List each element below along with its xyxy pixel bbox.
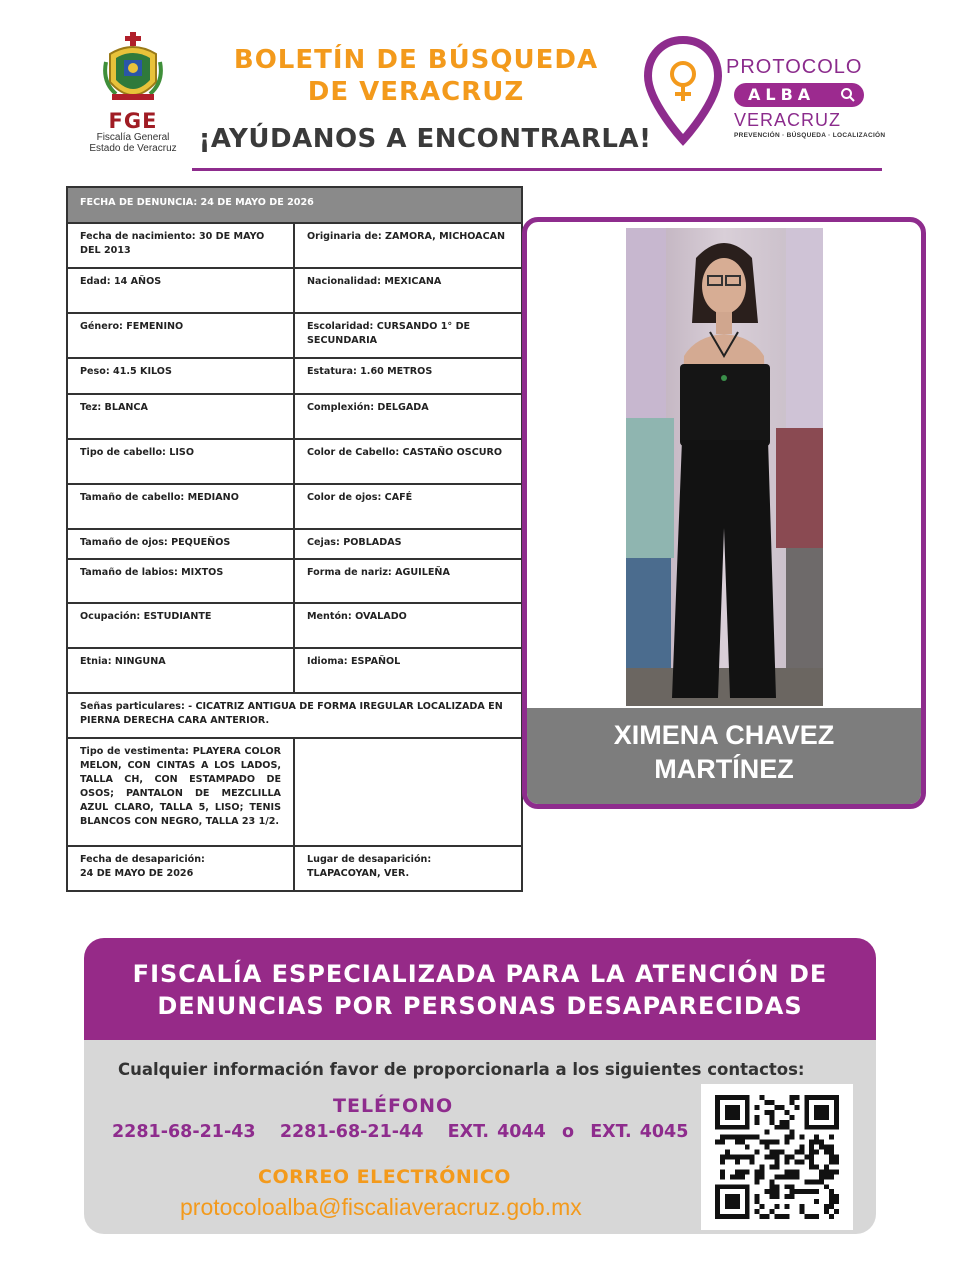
tipo-vestimenta: Tipo de vestimenta: PLAYERA COLOR MELON, CON CINTAS A LOS LADOS, TALLA CH, CON ESTAMPADO DE OSOS; PANTALON DE MEZCLILLA AZUL CLARO, TALLA 5, LISO; TENIS BLANCOS CON NEGRO, TALLA 23 1/2. bbox=[67, 738, 294, 846]
color-cabello: Color de Cabello: CASTAÑO OSCURO bbox=[294, 439, 522, 484]
tamano-cabello: Tamaño de cabello: MEDIANO bbox=[67, 484, 294, 529]
table-row bbox=[67, 484, 522, 529]
nacionalidad: Nacionalidad: MEXICANA bbox=[294, 268, 522, 313]
fecha-denuncia: FECHA DE DENUNCIA: 24 DE MAYO DE 2026 bbox=[67, 187, 522, 223]
etnia: Etnia: NINGUNA bbox=[67, 648, 294, 693]
ocupacion: Ocupación: ESTUDIANTE bbox=[67, 603, 294, 648]
contact-panel bbox=[84, 1040, 876, 1234]
fecha-nacimiento: Fecha de nacimiento: 30 DE MAYO DEL 2013 bbox=[67, 223, 294, 268]
person-name-line2: MARTÍNEZ bbox=[654, 754, 794, 784]
header-divider bbox=[192, 168, 882, 171]
tamano-labios: Tamaño de labios: MIXTOS bbox=[67, 559, 294, 603]
table-row bbox=[67, 603, 522, 648]
phone-numbers: 2281-68-21-43 2281-68-21-44 EXT. 4044 o EXT. 4045 bbox=[112, 1122, 689, 1142]
color-ojos: Color de ojos: CAFÉ bbox=[294, 484, 522, 529]
table-row bbox=[67, 693, 522, 738]
escolaridad: Escolaridad: CURSANDO 1° DE SECUNDARIA bbox=[294, 313, 522, 358]
table-row bbox=[67, 313, 522, 358]
person-data-table bbox=[66, 186, 523, 892]
table-row bbox=[67, 394, 522, 439]
table-row bbox=[67, 268, 522, 313]
peso: Peso: 41.5 KILOS bbox=[67, 358, 294, 394]
email-link[interactable]: protocoloalba@fiscaliaveracruz.gob.mx bbox=[180, 1194, 582, 1220]
table-row bbox=[67, 846, 522, 891]
phone-label: TELÉFONO bbox=[333, 1095, 454, 1117]
person-name-line1: XIMENA CHAVEZ bbox=[613, 720, 835, 750]
alba-badge-text: ALBA bbox=[748, 85, 816, 104]
menton: Mentón: OVALADO bbox=[294, 603, 522, 648]
senas-particulares: Señas particulares: - CICATRIZ ANTIGUA DE FORMA IREGULAR LOCALIZADA EN PIERNA DERECHA CARA ANTERIOR. bbox=[67, 693, 522, 738]
table-row bbox=[67, 529, 522, 559]
fecha-desaparicion-label: Fecha de desaparición: bbox=[80, 854, 205, 865]
alba-badge bbox=[734, 83, 864, 107]
table-row bbox=[67, 559, 522, 603]
forma-nariz: Forma de nariz: AGUILEÑA bbox=[294, 559, 522, 603]
lugar-desaparicion-label: Lugar de desaparición: bbox=[307, 854, 432, 865]
fge-name-line2: Estado de Veracruz bbox=[89, 143, 177, 154]
table-row bbox=[67, 648, 522, 693]
table-row bbox=[67, 223, 522, 268]
protocolo-alba-logo bbox=[642, 36, 886, 146]
edad: Edad: 14 AÑOS bbox=[67, 268, 294, 313]
tipo-cabello: Tipo de cabello: LISO bbox=[67, 439, 294, 484]
help-find-title: ¡AYÚDANOS A ENCONTRARLA! bbox=[198, 124, 652, 154]
vestimenta-empty-cell bbox=[294, 738, 522, 846]
missing-person-card bbox=[522, 217, 926, 809]
fge-name-line1: Fiscalía General bbox=[96, 132, 170, 143]
bulletin-title bbox=[200, 44, 632, 108]
lugar-desaparicion bbox=[294, 846, 522, 891]
genero: Género: FEMENINO bbox=[67, 313, 294, 358]
qr-code-icon bbox=[715, 1095, 839, 1219]
alba-veracruz-text: VERACRUZ bbox=[734, 110, 842, 130]
person-name-band bbox=[527, 708, 921, 804]
complexion: Complexión: DELGADA bbox=[294, 394, 522, 439]
lugar-desaparicion-value: TLAPACOYAN, VER. bbox=[307, 868, 410, 879]
table-row bbox=[67, 738, 522, 846]
person-photo-illustration bbox=[626, 228, 823, 706]
fiscalia-line2: DENUNCIAS POR PERSONAS DESAPARECIDAS bbox=[157, 992, 803, 1020]
bulletin-title-line2: DE VERACRUZ bbox=[307, 77, 525, 107]
bulletin-title-line1: BOLETÍN DE BÚSQUEDA bbox=[233, 45, 599, 75]
tez: Tez: BLANCA bbox=[67, 394, 294, 439]
email-label: CORREO ELECTRÓNICO bbox=[258, 1166, 511, 1188]
fge-logo bbox=[78, 32, 188, 156]
fge-abbreviation: FGE bbox=[108, 109, 158, 133]
fiscalia-line1: FISCALÍA ESPECIALIZADA PARA LA ATENCIÓN DE bbox=[132, 960, 828, 988]
originaria: Originaria de: ZAMORA, MICHOACAN bbox=[294, 223, 522, 268]
fecha-desaparicion-value: 24 DE MAYO DE 2026 bbox=[80, 868, 194, 879]
alba-protocolo-text: PROTOCOLO bbox=[726, 56, 863, 78]
person-photo bbox=[626, 228, 823, 706]
tamano-ojos: Tamaño de ojos: PEQUEÑOS bbox=[67, 529, 294, 559]
veracruz-coat-of-arms-icon bbox=[102, 32, 164, 108]
fecha-desaparicion bbox=[67, 846, 294, 891]
magnifier-icon bbox=[840, 87, 856, 103]
contact-intro: Cualquier información favor de proporcionarla a los siguientes contactos: bbox=[118, 1060, 805, 1079]
table-row bbox=[67, 439, 522, 484]
fiscalia-banner bbox=[84, 938, 876, 1042]
estatura: Estatura: 1.60 METROS bbox=[294, 358, 522, 394]
cejas: Cejas: POBLADAS bbox=[294, 529, 522, 559]
female-symbol-pin-icon bbox=[644, 36, 722, 146]
alba-tagline: PREVENCIÓN · BÚSQUEDA · LOCALIZACIÓN bbox=[734, 132, 886, 139]
table-row bbox=[67, 358, 522, 394]
table-row bbox=[67, 187, 522, 223]
qr-code[interactable] bbox=[701, 1084, 853, 1230]
idioma: Idioma: ESPAÑOL bbox=[294, 648, 522, 693]
